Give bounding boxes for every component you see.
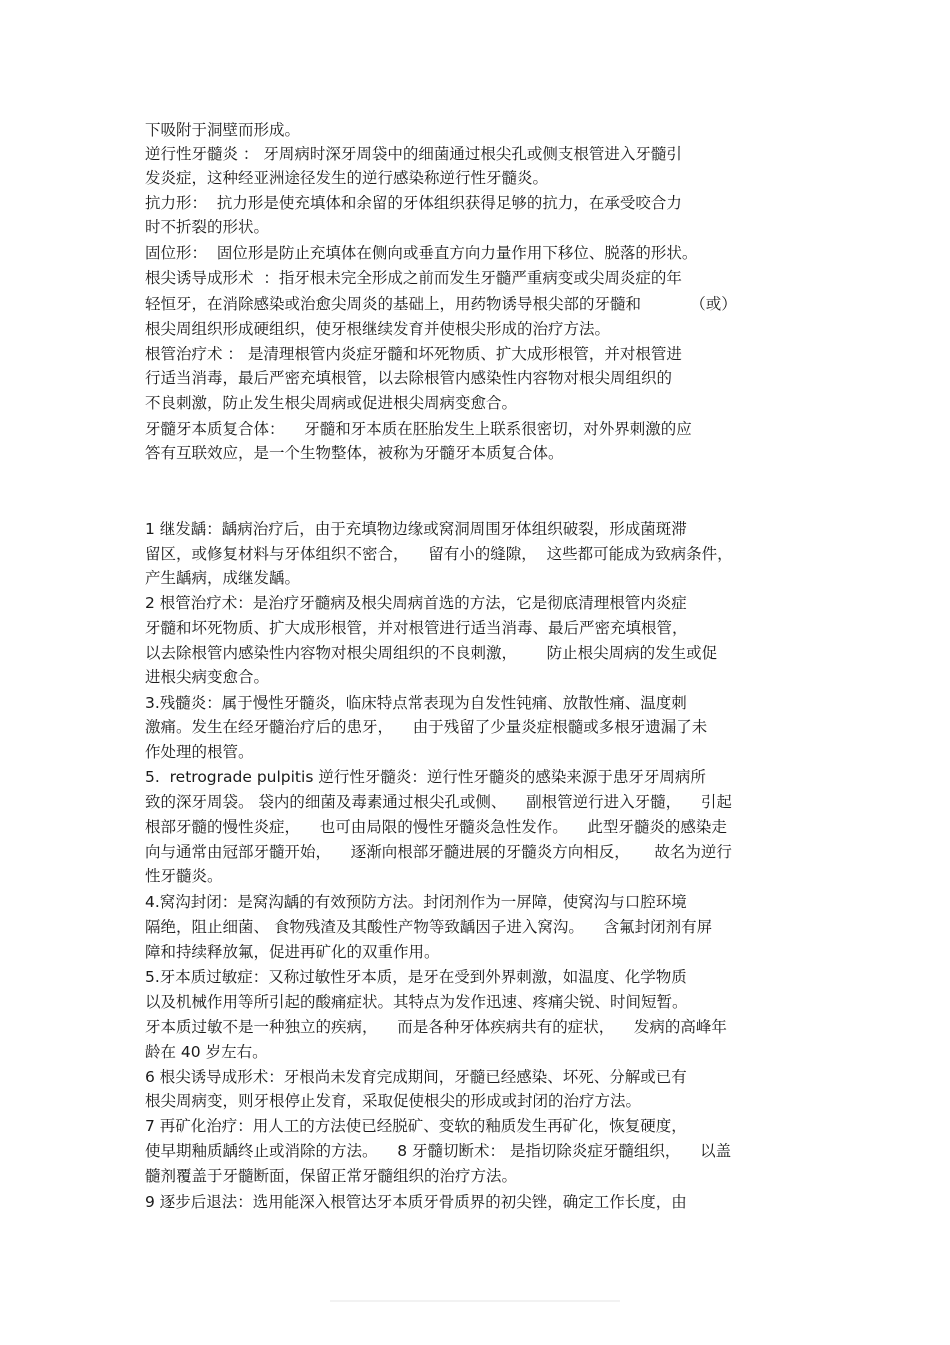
text-line: 2 根管治疗术：是治疗牙髓病及根尖周病首选的方法，它是彻底清理根管内炎症 — [145, 594, 687, 612]
text-line: 髓剂覆盖于牙髓断面，保留正常牙髓组织的治疗方法。 — [145, 1167, 518, 1185]
text-line: 根尖诱导成形术 ：指牙根未完全形成之前而发生牙髓严重病变或尖周炎症的年 — [145, 269, 682, 287]
text-line: 根管治疗术 ： 是清理根管内炎症牙髓和坏死物质、扩大成形根管，并对根管进 — [145, 345, 682, 363]
text-line: 牙髓和坏死物质、扩大成形根管，并对根管进行适当消毒、最后严密充填根管， — [145, 619, 688, 637]
text-line: 不良刺激，防止发生根尖周病或促进根尖周病变愈合。 — [145, 394, 518, 412]
text-line: 逆行性牙髓炎 ： 牙周病时深牙周袋中的细菌通过根尖孔或侧支根管进入牙髓引 — [145, 145, 682, 163]
text-line: 障和持续释放氟，促进再矿化的双重作用。 — [145, 943, 440, 961]
text-line: 1 继发龋：龋病治疗后，由于充填物边缘或窝洞周围牙体组织破裂，形成菌斑滞 — [145, 520, 687, 538]
text-line: 6 根尖诱导成形术：牙根尚未发育完成期间，牙髓已经感染、坏死、分解或已有 — [145, 1068, 687, 1086]
text-line: 7 再矿化治疗：用人工的方法使已经脱矿、变软的釉质发生再矿化，恢复硬度， — [145, 1117, 687, 1135]
text-line: 时不折裂的形状。 — [145, 218, 270, 236]
text-line: 答有互联效应，是一个生物整体，被称为牙髓牙本质复合体。 — [145, 444, 564, 462]
text-line: 留区，或修复材料与牙体组织不密合， 留有小的缝隙， 这些都可能成为致病条件， — [145, 545, 733, 563]
text-line: 激痛。发生在经牙髓治疗后的患牙， 由于残留了少量炎症根髓或多根牙遗漏了未 — [145, 718, 708, 736]
text-line: 致的深牙周袋。 袋内的细菌及毒素通过根尖孔或侧、 副根管逆行进入牙髓， 引起 — [145, 793, 732, 811]
text-line: 龄在 40 岁左右。 — [145, 1043, 268, 1061]
text-line: 发炎症，这种经亚洲途径发生的逆行感染称逆行性牙髓炎。 — [145, 169, 549, 187]
text-line: 进根尖病变愈合。 — [145, 668, 270, 686]
text-line: 抗力形： 抗力形是使充填体和余留的牙体组织获得足够的抗力，在承受咬合力 — [145, 194, 682, 212]
text-line: 使早期釉质龋终止或消除的方法。 8 牙髓切断术： 是指切除炎症牙髓组织， 以盖 — [145, 1142, 732, 1160]
text-line: 轻恒牙，在消除感染或治愈尖周炎的基础上，用药物诱导根尖部的牙髓和 （或） — [145, 295, 737, 313]
text-line: 4.窝沟封闭：是窝沟龋的有效预防方法。封闭剂作为一屏障，使窝沟与口腔环境 — [145, 893, 687, 911]
text-line: 3.残髓炎：属于慢性牙髓炎，临床特点常表现为自发性钝痛、放散性痛、温度刺 — [145, 694, 687, 712]
text-line: 作处理的根管。 — [145, 743, 254, 761]
text-line: 5.牙本质过敏症：又称过敏性牙本质，是牙在受到外界刺激，如温度、化学物质 — [145, 968, 687, 986]
text-line: 隔绝，阻止细菌、 食物残渣及其酸性产物等致龋因子进入窝沟。 含氟封闭剂有屏 — [145, 918, 713, 936]
text-line: 根尖周组织形成硬组织，使牙根继续发育并使根尖形成的治疗方法。 — [145, 320, 611, 338]
footer-mark — [330, 1300, 620, 1302]
text-line: 牙髓牙本质复合体： 牙髓和牙本质在胚胎发生上联系很密切，对外界刺激的应 — [145, 420, 692, 438]
text-line: 固位形： 固位形是防止充填体在侧向或垂直方向力量作用下移位、脱落的形状。 — [145, 244, 698, 262]
text-line: 行适当消毒，最后严密充填根管，以去除根管内感染性内容物对根尖周组织的 — [145, 369, 673, 387]
text-line: 下吸附于洞壁而形成。 — [145, 121, 301, 139]
text-line: 根尖周病变，则牙根停止发育，采取促使根尖的形成或封闭的治疗方法。 — [145, 1092, 642, 1110]
text-line: 5. retrograde pulpitis 逆行性牙髓炎：逆行性牙髓炎的感染来源于患牙牙周病所 — [145, 768, 706, 786]
text-line: 以及机械作用等所引起的酸痛症状。其特点为发作迅速、疼痛尖锐、时间短暂。 — [145, 993, 688, 1011]
text-line: 牙本质过敏不是一种独立的疾病， 而是各种牙体疾病共有的症状， 发病的高峰年 — [145, 1018, 727, 1036]
text-line: 根部牙髓的慢性炎症， 也可由局限的慢性牙髓炎急性发作。 此型牙髓炎的感染走 — [145, 818, 727, 836]
text-line: 产生龋病，成继发龋。 — [145, 569, 301, 587]
text-line: 以去除根管内感染性内容物对根尖周组织的不良刺激， 防止根尖周病的发生或促 — [145, 644, 718, 662]
text-line: 9 逐步后退法：选用能深入根管达牙本质牙骨质界的初尖锉，确定工作长度，由 — [145, 1193, 687, 1211]
text-line: 性牙髓炎。 — [145, 867, 223, 885]
text-line: 向与通常由冠部牙髓开始， 逐渐向根部牙髓进展的牙髓炎方向相反， 故名为逆行 — [145, 843, 732, 861]
